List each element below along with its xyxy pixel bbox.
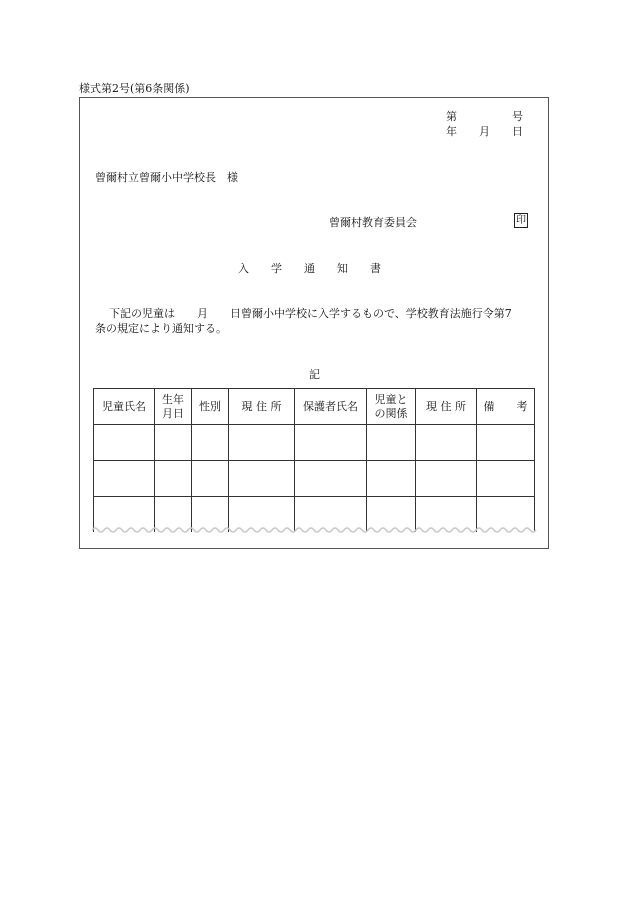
body-text-line-1: 下記の児童は 月 日曾爾小中学校に入学するもので、学校教育法施行令第7 (109, 307, 512, 320)
table-row (94, 461, 535, 497)
header-remarks: 備 考 (477, 389, 535, 425)
table-cell[interactable] (416, 461, 477, 497)
table-cell[interactable] (416, 425, 477, 461)
document-title: 入 学 通 知 書 (238, 262, 381, 275)
header-sex: 性別 (192, 389, 229, 425)
table-cell[interactable] (295, 425, 367, 461)
table-cell[interactable] (367, 461, 416, 497)
table-header-row (94, 389, 535, 425)
table-cell[interactable] (155, 461, 192, 497)
table-cell[interactable] (295, 461, 367, 497)
header-child-name: 児童氏名 (94, 389, 155, 425)
date-label: 年 月 日 (446, 125, 523, 138)
table-cell[interactable] (229, 425, 295, 461)
table-cell[interactable] (229, 461, 295, 497)
registration-table (93, 388, 535, 532)
table-cell[interactable] (155, 425, 192, 461)
header-birth-date: 生年 月日 (155, 389, 192, 425)
header-guardian-name: 保護者氏名 (295, 389, 367, 425)
recipient: 曾爾村立曾爾小中学校長 様 (95, 171, 238, 184)
table-cell[interactable] (192, 425, 229, 461)
table-cell[interactable] (477, 461, 535, 497)
ki-label: 記 (309, 368, 320, 381)
seal-mark: 印 (516, 215, 526, 226)
table-cell[interactable] (94, 461, 155, 497)
form-label: 様式第2号(第6条関係) (79, 82, 190, 95)
table-cell[interactable] (477, 425, 535, 461)
table-cell[interactable] (192, 461, 229, 497)
header-guardian-address: 現 住 所 (416, 389, 477, 425)
document-number-label: 第 号 (446, 110, 523, 123)
table-cut-wavy-edge (92, 525, 537, 535)
issuer: 曾爾村教育委員会 (329, 216, 417, 229)
body-text-line-2: 条の規定により通知する。 (95, 322, 227, 335)
table-row (94, 425, 535, 461)
header-relationship: 児童と の関係 (367, 389, 416, 425)
table-cell[interactable] (94, 425, 155, 461)
table-cell[interactable] (367, 425, 416, 461)
header-address: 現 住 所 (229, 389, 295, 425)
